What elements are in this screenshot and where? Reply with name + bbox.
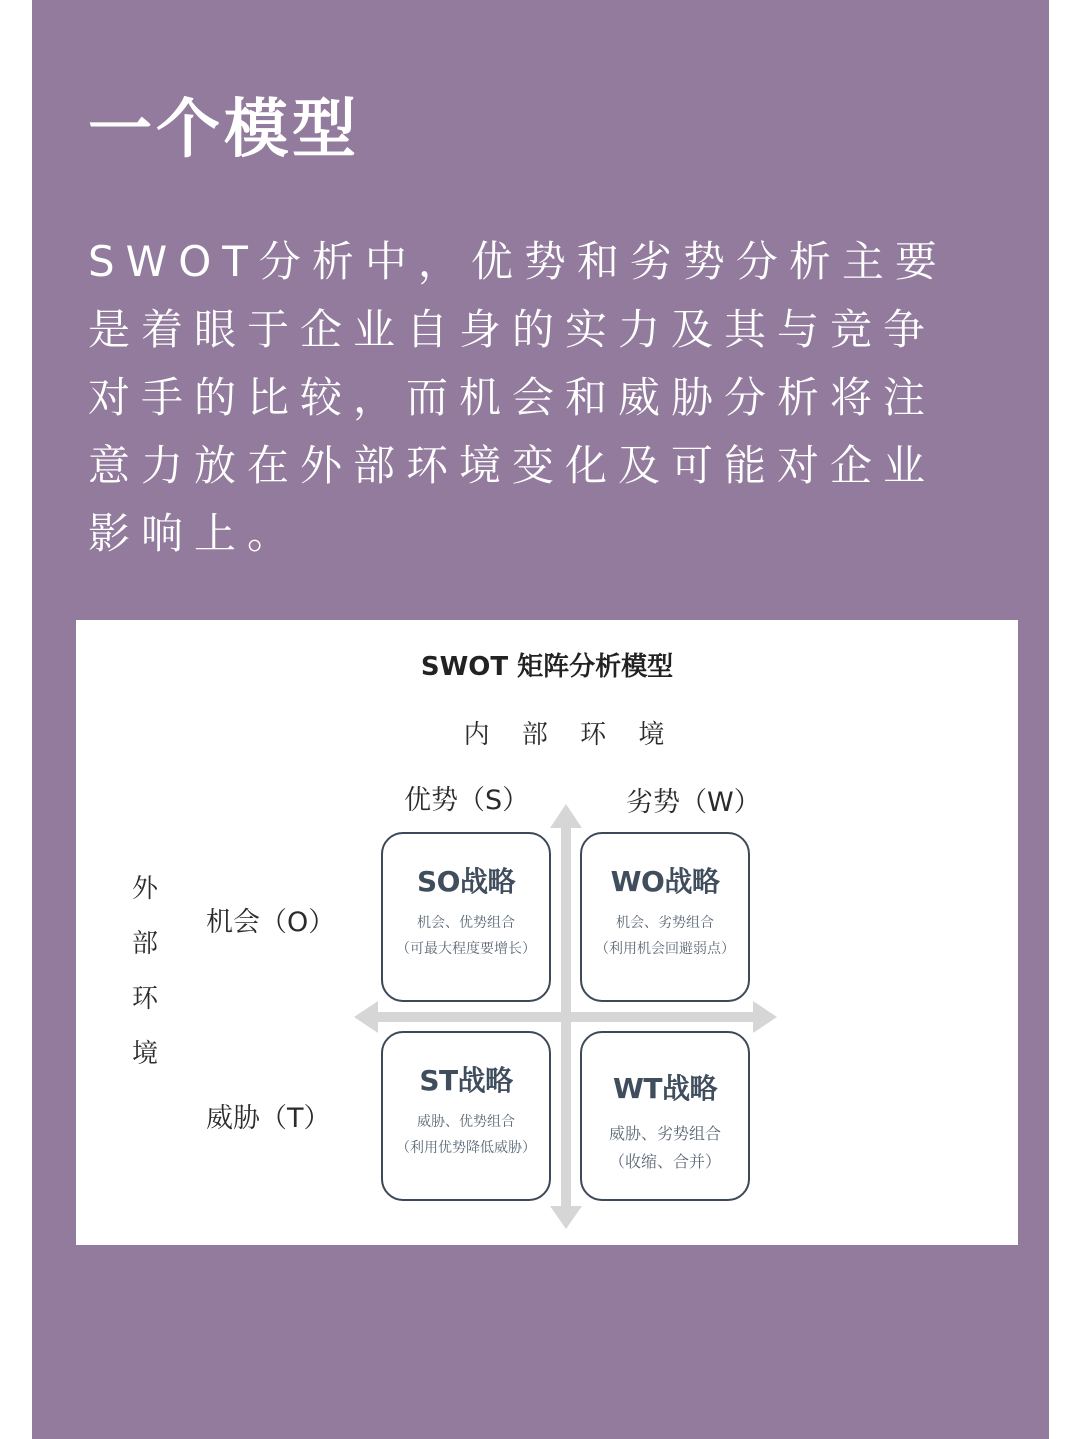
- internal-environment-label: 内 部 环 境: [463, 720, 677, 750]
- external-environment-label: 外部环境: [131, 874, 158, 1069]
- quadrant-st-combo: 威胁、优势组合: [417, 1114, 515, 1130]
- quadrant-wo-title: WO战略: [610, 865, 720, 898]
- column-label-weaknesses: 劣势（W）: [626, 787, 761, 818]
- column-label-strengths: 优势（S）: [404, 785, 530, 816]
- quadrant-so-description: （可最大程度要增长）: [396, 941, 536, 957]
- quadrant-so-title: SO战略: [417, 865, 515, 898]
- quadrant-wt-description: （收缩、合并）: [608, 1152, 721, 1171]
- diagram-title: SWOT 矩阵分析模型: [420, 652, 674, 682]
- quadrant-wo: [580, 832, 750, 1002]
- quadrant-wt: [580, 1031, 750, 1201]
- row-label-opportunities: 机会（O）: [206, 907, 336, 938]
- quadrant-so-combo: 机会、优势组合: [417, 915, 515, 931]
- quadrant-so: [381, 832, 551, 1002]
- page-heading: 一个模型: [88, 93, 360, 167]
- quadrant-wo-description: （利用机会回避弱点）: [595, 941, 735, 957]
- row-label-threats: 威胁（T）: [206, 1103, 331, 1134]
- quadrant-st: [381, 1031, 551, 1201]
- intro-paragraph: SWOT分析中，优势和劣势分析主要是着眼于企业自身的实力及其与竞争对手的比较，而机会和威胁分析将注意力放在外部环境变化及可能对企业影响上。: [88, 237, 948, 558]
- quadrant-st-description: （利用优势降低威胁）: [396, 1140, 536, 1156]
- quadrant-wo-combo: 机会、劣势组合: [616, 915, 714, 931]
- quadrant-st-title: ST战略: [419, 1064, 513, 1097]
- quadrant-wt-combo: 威胁、劣势组合: [608, 1124, 721, 1143]
- quadrant-wt-title: WT战略: [613, 1072, 717, 1105]
